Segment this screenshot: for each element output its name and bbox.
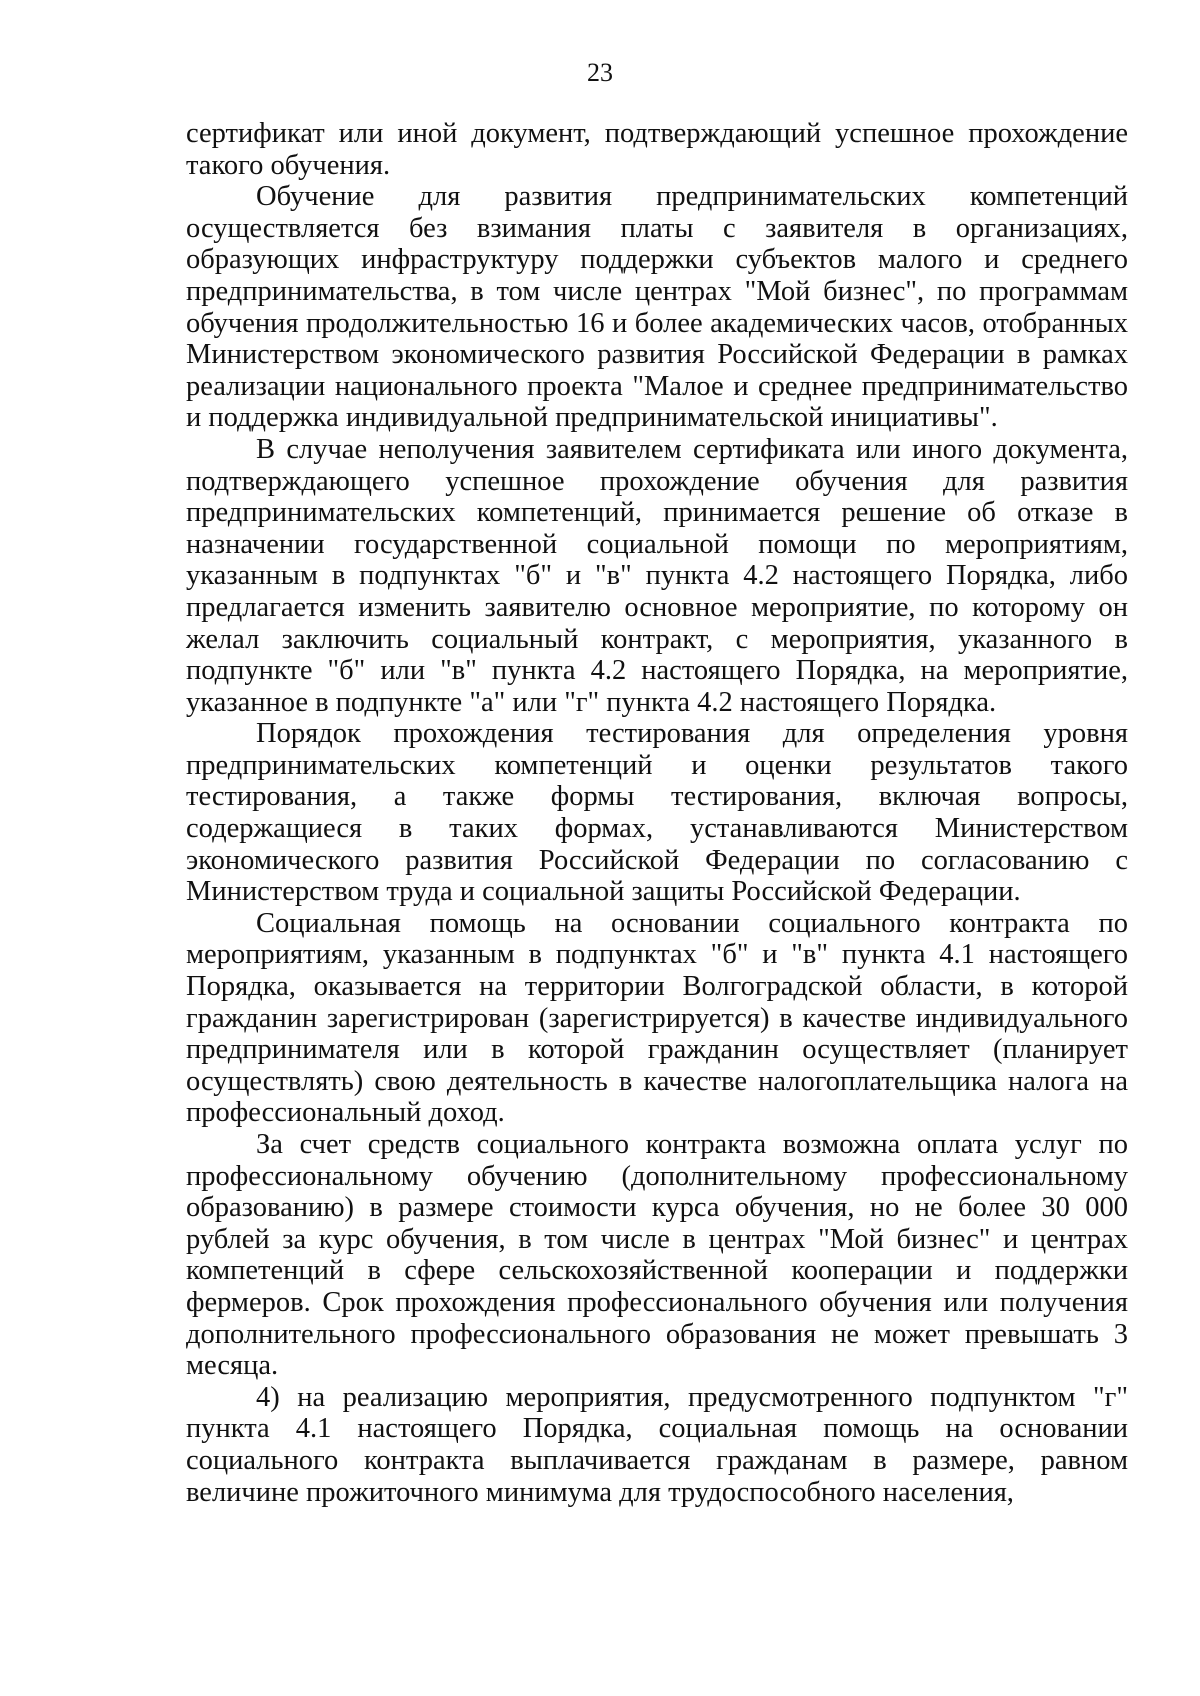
paragraph-continuation: сертификат или иной документ, подтверждающий успешное прохождение такого обучения.: [186, 118, 1128, 181]
paragraph-territory: Социальная помощь на основании социального контракта по мероприятиям, указанным в подпунктах "б" и "в" пункта 4.1 настоящего Порядка, оказывается на территории Волгоградской области, в которой гражданин зарегистрирован (зарегистрируется) в качестве индивидуального предпринимателя или в которой гражданин осуществляет (планирует осуществлять) свою деятельность в качестве налогоплательщика налога на профессиональный доход.: [186, 907, 1128, 1129]
paragraph-item-4: 4) на реализацию мероприятия, предусмотренного подпунктом "г" пункта 4.1 настоящего Порядка, социальная помощь на основании социального контракта выплачивается гражданам в размере, равном величине прожиточного минимума для трудоспособного населения,: [186, 1381, 1128, 1508]
paragraph-training: Обучение для развития предпринимательских компетенций осуществляется без взимания платы с заявителя в организациях, образующих инфраструктуру поддержки субъектов малого и среднего предпринимательства, в том числе центрах "Мой бизнес", по программам обучения продолжительностью 16 и более академических часов, отобранных Министерством экономического развития Российской Федерации в рамках реализации национального проекта "Малое и среднее предпринимательство и поддержка индивидуальной предпринимательской инициативы".: [186, 181, 1128, 434]
document-body: [186, 118, 1128, 1508]
paragraph-certificate-refusal: В случае неполучения заявителем сертификата или иного документа, подтверждающего успешное прохождение обучения для развития предпринимательских компетенций, принимается решение об отказе в назначении государственной социальной помощи по мероприятиям, указанным в подпунктах "б" и "в" пункта 4.2 настоящего Порядка, либо предлагается изменить заявителю основное мероприятие, по которому он желал заключить социальный контракт, с мероприятия, указанного в подпункте "б" или "в" пункта 4.2 настоящего Порядка, на мероприятие, указанное в подпункте "а" или "г" пункта 4.2 настоящего Порядка.: [186, 433, 1128, 718]
paragraph-testing-procedure: Порядок прохождения тестирования для определения уровня предпринимательских компетенций и оценки результатов такого тестирования, а также формы тестирования, включая вопросы, содержащиеся в таких формах, устанавливаются Министерством экономического развития Российской Федерации по согласованию с Министерством труда и социальной защиты Российской Федерации.: [186, 718, 1128, 908]
paragraph-payment: За счет средств социального контракта возможна оплата услуг по профессиональному обучению (дополнительному профессиональному образованию) в размере стоимости курса обучения, но не более 30 000 рублей за курс обучения, в том числе в центрах "Мой бизнес" и центрах компетенций в сфере сельскохозяйственной кооперации и поддержки фермеров. Срок прохождения профессионального обучения или получения дополнительного профессионального образования не может превышать 3 месяца.: [186, 1129, 1128, 1382]
page-number: 23: [587, 58, 613, 87]
